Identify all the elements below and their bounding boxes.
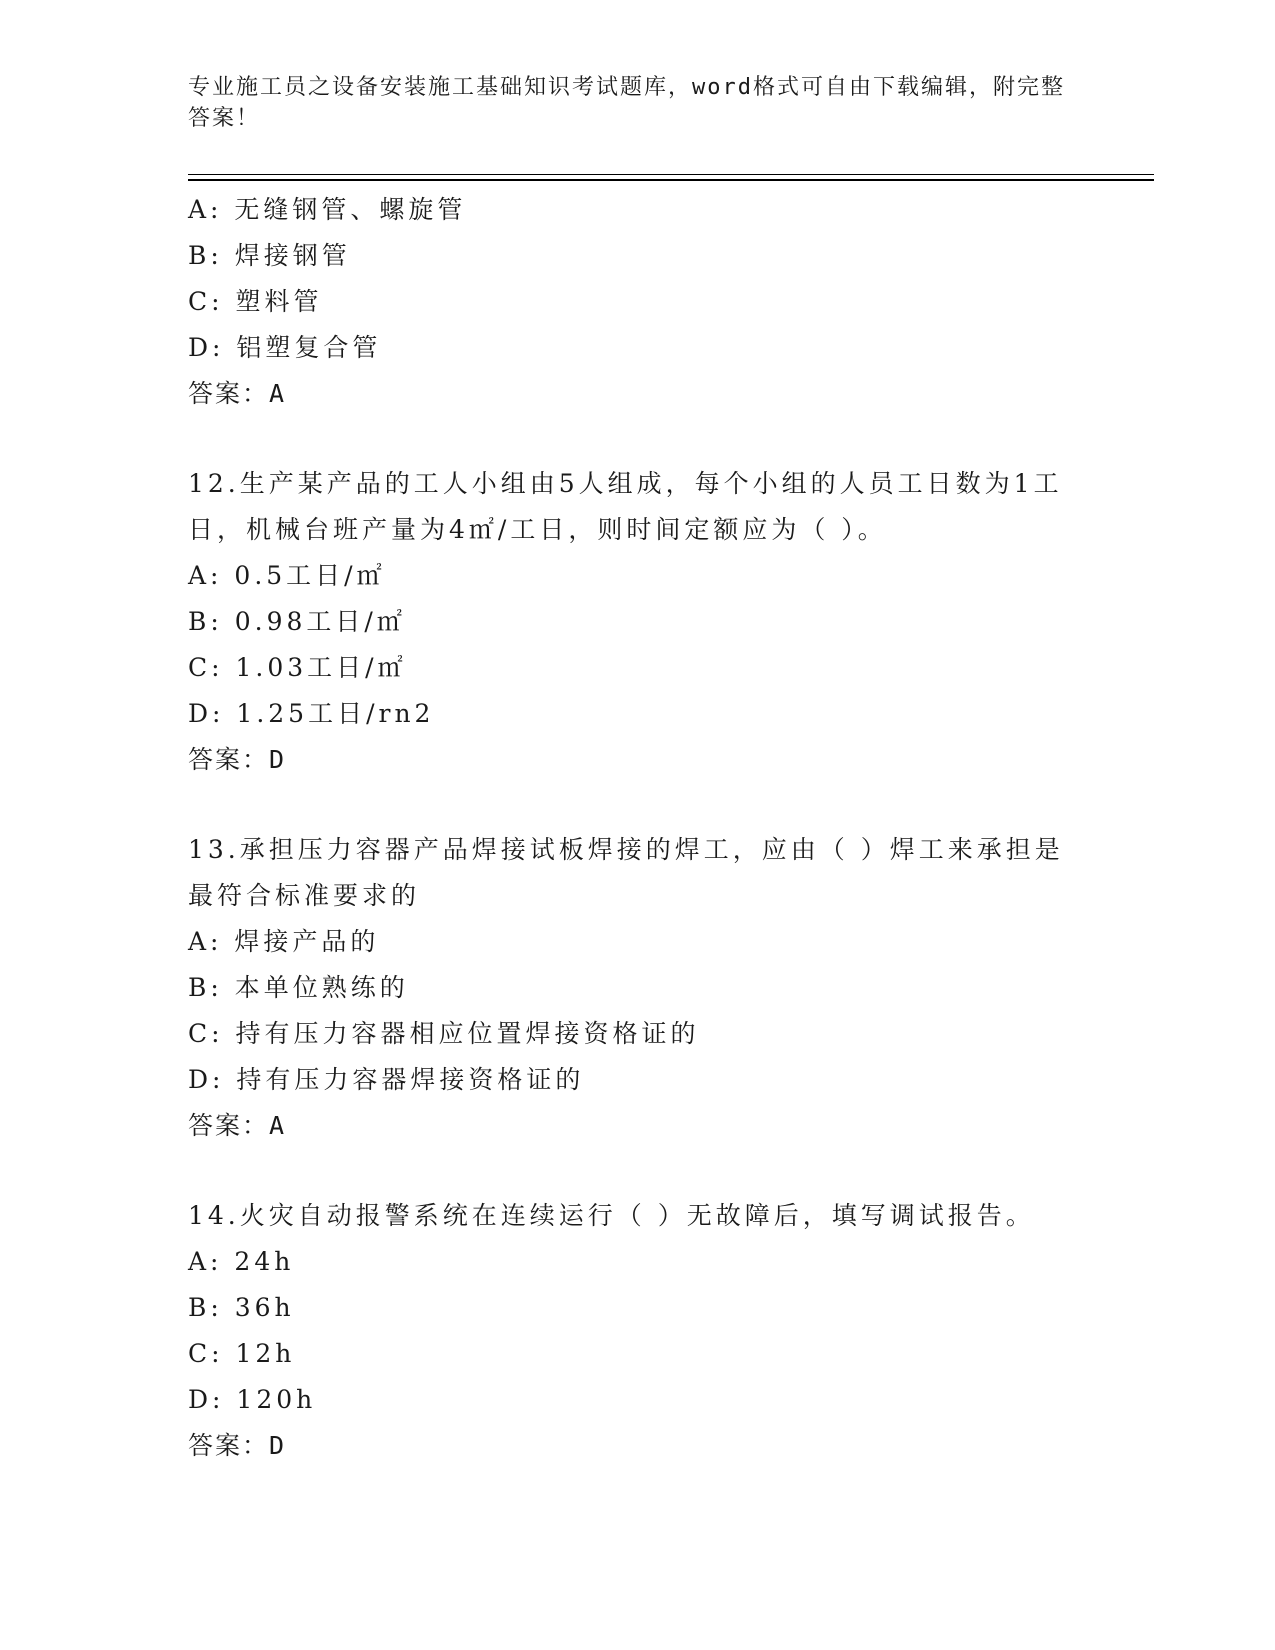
answer: 答案：A (188, 379, 287, 408)
option-c: C: 持有压力容器相应位置焊接资格证的 (188, 1019, 700, 1048)
option-d: D: 持有压力容器焊接资格证的 (188, 1065, 585, 1094)
option-d: D: 铝塑复合管 (188, 333, 382, 362)
spacer (188, 1149, 1088, 1193)
header-divider-thin (188, 174, 1154, 175)
question-13 (188, 827, 1088, 1149)
option-b: B: 本单位熟练的 (188, 973, 409, 1002)
option-a: A: 0.5工日/㎡ (188, 561, 386, 590)
option-a: A: 无缝钢管、螺旋管 (188, 195, 467, 224)
option-b: B: 0.98工日/㎡ (188, 607, 406, 636)
question-list (188, 187, 1088, 1469)
question-text: 14.火灾自动报警系统在连续运行（ ）无故障后，填写调试报告。 (188, 1201, 1035, 1230)
option-c: C: 塑料管 (188, 287, 323, 316)
question-text: 12.生产某产品的工人小组由5人组成，每个小组的人员工日数为1工日，机械台班产量为4㎡/工日，则时间定额应为（ ）。 (188, 469, 1063, 544)
option-c: C: 12h (188, 1339, 296, 1368)
answer: 答案：A (188, 1111, 287, 1140)
spacer (188, 417, 1088, 461)
header-divider-thick (188, 179, 1154, 181)
option-b: B: 36h (188, 1293, 295, 1322)
question-12 (188, 461, 1088, 783)
question-14 (188, 1193, 1088, 1469)
answer: 答案：D (188, 745, 287, 774)
option-d: D: 120h (188, 1385, 317, 1414)
question-11 (188, 187, 1088, 417)
option-a: A: 24h (188, 1247, 295, 1276)
option-c: C: 1.03工日/㎡ (188, 653, 407, 682)
option-d: D: 1.25工日/rn2 (188, 699, 435, 728)
option-b: B: 焊接钢管 (188, 241, 351, 270)
question-text: 13.承担压力容器产品焊接试板焊接的焊工，应由（ ）焊工来承担是最符合标准要求的 (188, 835, 1064, 910)
option-a: A: 焊接产品的 (188, 927, 380, 956)
answer: 答案：D (188, 1431, 287, 1460)
document-header: 专业施工员之设备安装施工基础知识考试题库，word格式可自由下载编辑，附完整答案！ (188, 75, 1065, 131)
spacer (188, 783, 1088, 827)
